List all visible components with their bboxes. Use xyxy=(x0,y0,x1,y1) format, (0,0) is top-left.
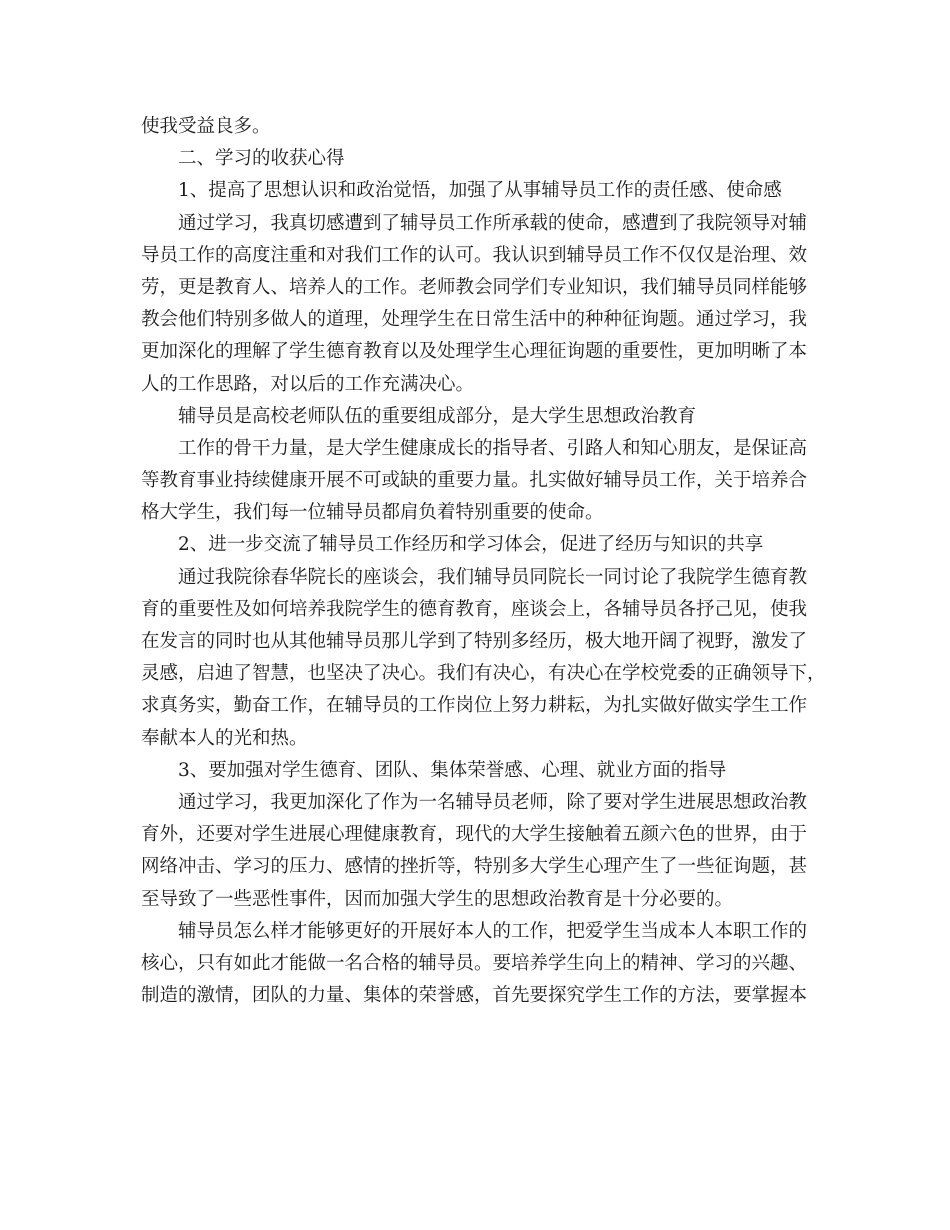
text-line: 教会他们特别多做人的道理，处理学生在日常生活中的种种征询题。通过学习，我 xyxy=(141,309,808,331)
text-line: 二、学习的收获心得 xyxy=(178,148,345,170)
text-line: 网络冲击、学习的压力、感情的挫折等，特别多大学生心理产生了一些征询题，甚 xyxy=(141,856,808,878)
text-line: 制造的激情，团队的力量、集体的荣誉感，首先要探究学生工作的方法，要掌握本 xyxy=(141,985,808,1007)
text-line: 育的重要性及如何培养我院学生的德育教育，座谈会上，各辅导员各抒己见，使我 xyxy=(141,598,808,620)
document-body xyxy=(141,111,826,1012)
text-line: 辅导员是高校老师队伍的重要组成部分，是大学生思想政治教育 xyxy=(178,405,697,427)
text-line: 通过学习，我更加深化了作为一名辅导员老师，除了要对学生进展思想政治教 xyxy=(178,791,808,813)
text-line: 求真务实，勤奋工作，在辅导员的工作岗位上努力耕耘，为扎实做好做实学生工作 xyxy=(141,695,808,717)
text-line: 导员工作的高度注重和对我们工作的认可。我认识到辅导员工作不仅仅是治理、效 xyxy=(141,244,808,266)
text-line: 奉献本人的光和热。 xyxy=(141,727,308,749)
text-line: 劳，更是教育人、培养人的工作。老师教会同学们专业知识，我们辅导员同样能够 xyxy=(141,276,808,298)
text-line: 育外，还要对学生进展心理健康教育，现代的大学生接触着五颜六色的世界，由于 xyxy=(141,824,808,846)
text-line: 等教育事业持续健康开展不可或缺的重要力量。扎实做好辅导员工作，关于培养合 xyxy=(141,470,808,492)
text-line: 辅导员怎么样才能够更好的开展好本人的工作，把爱学生当成本人本职工作的 xyxy=(178,920,808,942)
text-line: 格大学生，我们每一位辅导员都肩负着特别重要的使命。 xyxy=(141,502,604,524)
text-line: 核心，只有如此才能做一名合格的辅导员。要培养学生向上的精神、学习的兴趣、 xyxy=(141,952,808,974)
text-line: 3、要加强对学生德育、团队、集体荣誉感、心理、就业方面的指导 xyxy=(178,759,727,781)
text-line: 通过我院徐春华院长的座谈会，我们辅导员同院长一同讨论了我院学生德育教 xyxy=(178,566,808,588)
text-line: 灵感，启迪了智慧，也坚决了决心。我们有决心，有决心在学校党委的正确领导下， xyxy=(141,663,826,685)
text-line: 更加深化的理解了学生德育教育以及处理学生心理征询题的重要性，更加明晰了本 xyxy=(141,341,808,363)
text-line: 1、提高了思想认识和政治觉悟，加强了从事辅导员工作的责任感、使命感 xyxy=(178,180,782,202)
text-line: 至导致了一些恶性事件，因而加强大学生的思想政治教育是十分必要的。 xyxy=(141,888,734,910)
text-line: 在发言的同时也从其他辅导员那儿学到了特别多经历，极大地开阔了视野，激发了 xyxy=(141,631,808,652)
text-line: 工作的骨干力量，是大学生健康成长的指导者、引路人和知心朋友，是保证高 xyxy=(178,437,808,459)
text-line: 2、进一步交流了辅导员工作经历和学习体会，促进了经历与知识的共享 xyxy=(178,534,764,556)
text-line: 使我受益良多。 xyxy=(141,116,271,137)
text-line: 人的工作思路，对以后的工作充满决心。 xyxy=(141,373,475,395)
text-line: 通过学习，我真切感遭到了辅导员工作所承载的使命，感遭到了我院领导对辅 xyxy=(178,212,808,234)
